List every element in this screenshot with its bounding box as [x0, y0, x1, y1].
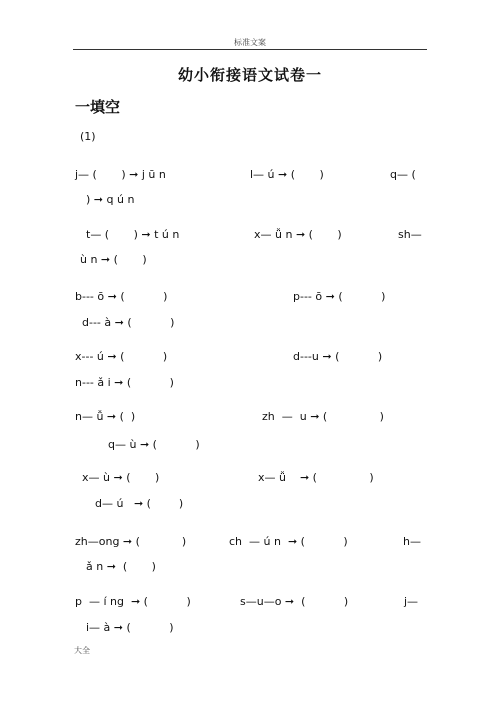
exercise-item: p — í ng ➞ ( ) [75, 595, 191, 608]
exercise-item: s—u—o ➞ ( ) [240, 595, 349, 608]
exercise-item: sh— [398, 228, 422, 241]
exercise-item: zh — u ➞ ( ) [262, 410, 384, 423]
exercise-item: n— ǚ ➞ ( ) [75, 410, 136, 423]
document-title: 幼小衔接语文试卷一 [177, 66, 322, 84]
exercise-item: j— [404, 595, 419, 608]
question-number: (1) [80, 130, 96, 143]
exercise-item: q— ù ➞ ( ) [108, 438, 200, 451]
page-footer: 大全 [74, 646, 90, 655]
exercise-item: l— ú ➞ ( ) [250, 168, 324, 181]
exercise-item: d---u ➞ ( ) [293, 350, 383, 363]
exercise-item: ) ➞ q ú n [86, 193, 135, 206]
section-title: 一填空 [75, 98, 121, 116]
exercise-item: zh—ong ➞ ( ) [75, 535, 187, 548]
exercise-item: d--- à ➞ ( ) [82, 316, 175, 329]
exercise-item: p--- ō ➞ ( ) [293, 290, 386, 303]
exercise-item: x— ù ➞ ( ) [82, 471, 160, 484]
exercise-item: q— ( [390, 168, 416, 181]
exercise-item: j— ( ) ➞ j ū n [75, 168, 166, 181]
exercise-item: x— ǚ n ➞ ( ) [254, 228, 342, 241]
page-header: 标准文案 [234, 38, 266, 47]
exercise-item: ǎ n ➞ ( ) [86, 560, 156, 573]
exercise-item: d— ú ➞ ( ) [95, 497, 184, 510]
exercise-item: x— ǚ ➞ ( ) [258, 471, 374, 484]
exercise-item: n--- ǎ i ➞ ( ) [75, 376, 174, 389]
header-divider [73, 49, 427, 50]
exercise-item: b--- ō ➞ ( ) [75, 290, 168, 303]
exercise-item: ù n ➞ ( ) [80, 253, 147, 266]
exercise-item: h— [403, 535, 421, 548]
exercise-item: i— à ➞ ( ) [86, 621, 174, 634]
exercise-item: t— ( ) ➞ t ú n [86, 228, 180, 241]
exercise-item: x--- ú ➞ ( ) [75, 350, 168, 363]
exercise-item: ch — ú n ➞ ( ) [229, 535, 348, 548]
